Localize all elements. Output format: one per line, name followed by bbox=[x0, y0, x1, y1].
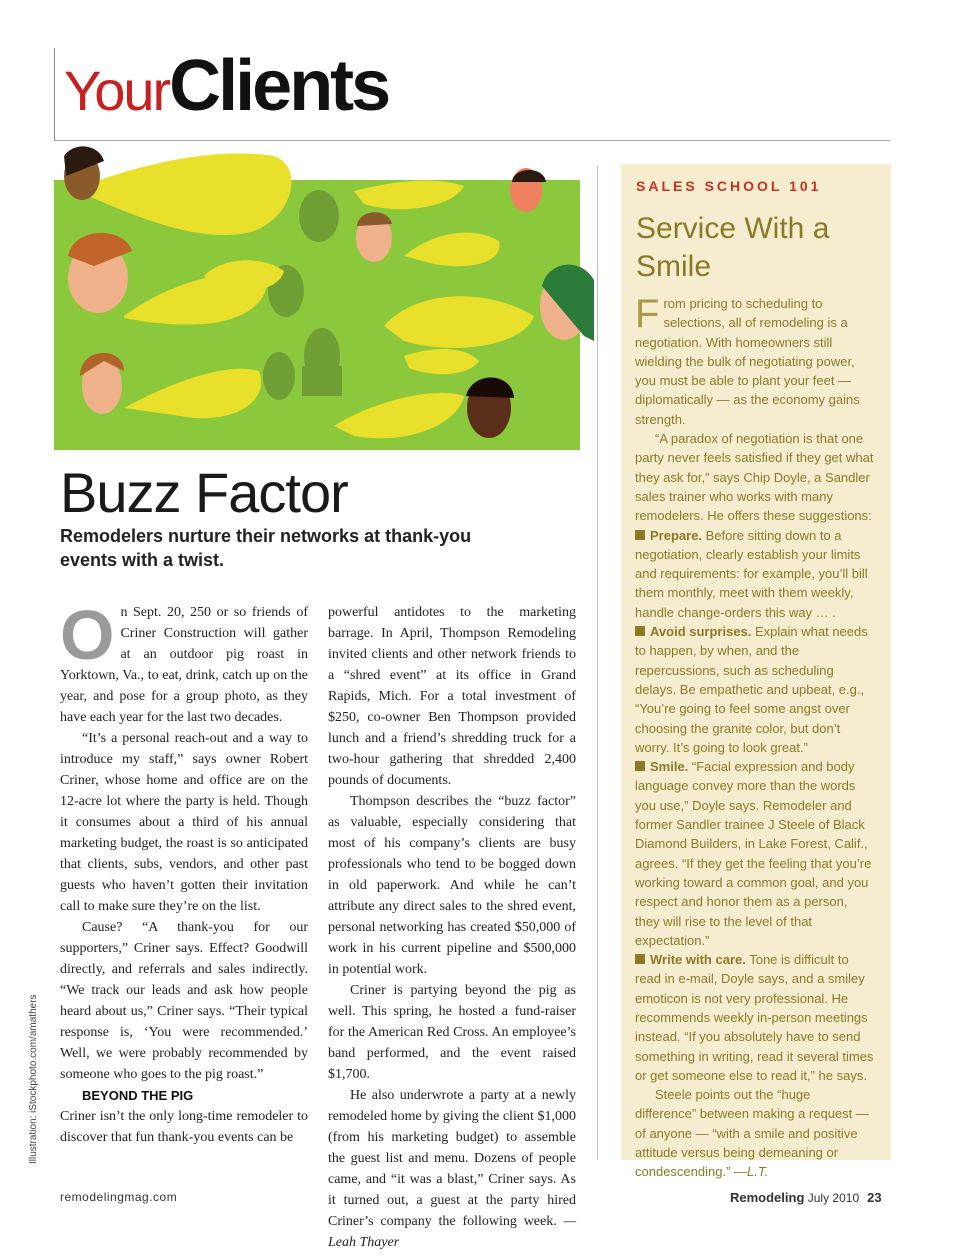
article-subhead: BEYOND THE PIG bbox=[82, 1088, 194, 1103]
sidebar-p1: rom pricing to scheduling to selections, all of remodeling is a negotiation. With homeowners still wielding the bulk of negotiating power, you must be able to plant your feet — diplomatically — as the economy gains strength. bbox=[635, 296, 860, 427]
sidebar-tip-lead: Avoid surprises. bbox=[650, 624, 752, 640]
article-col2-p3: Criner is partying beyond the pig as well. This spring, he hosted a fund-raiser for the American Red Cross. An employee’s band performed, and the event raised $1,700. bbox=[328, 983, 576, 1082]
article-deck: Remodelers nurture their networks at thank-you events with a twist. bbox=[60, 526, 472, 570]
bullet-icon bbox=[635, 530, 645, 540]
article-col2-p2: Thompson describes the “buzz factor” as valuable, especially considering that most of his company’s clients are busy professionals who tend to be bogged down in old paperwork. And while he can’t attribute any direct sales to the shred event, personal networking has created $50,000 of work in his current pipeline and $500,000 in potential work. bbox=[328, 794, 576, 977]
sidebar-signature: —L.T. bbox=[734, 1164, 769, 1180]
header-rule-vertical bbox=[54, 48, 55, 140]
sidebar-paragraph bbox=[635, 294, 875, 429]
section-title-clients: Clients bbox=[169, 46, 389, 126]
sidebar-tip-text: Tone is difficult to read in e-mail, Doyle says, and a smiley emoticon is not very professional. He recommends weekly in-person meetings instead. “If you absolutely have to send something in writing, read it several times or get someone else to read it,” he says. bbox=[635, 952, 874, 1083]
article-column-1 bbox=[60, 596, 308, 1148]
footer-magazine: Remodeling bbox=[730, 1190, 805, 1205]
sidebar-tip-lead: Write with care. bbox=[650, 952, 746, 968]
sidebar-p2: “A paradox of negotiation is that one party never feels satisfied if they get what they ask for,” says Chip Doyle, a Sandler sales trainer who works with many remodelers. He offers these suggestions: bbox=[635, 431, 874, 524]
article-paragraph bbox=[60, 596, 308, 728]
sidebar-p3: Steele points out the “huge difference” between making a request — of anyone — “with a smile and positive attitude versus being demeaning or condescending.” bbox=[635, 1087, 869, 1180]
bullet-icon bbox=[635, 626, 645, 636]
footer-folio bbox=[730, 1190, 882, 1205]
article-col2-p1: powerful antidotes to the marketing barrage. In April, Thompson Remodeling invited clients and other network friends to a “shred event” at its office in Grand Rapids, Mich. For a total investment of $250, co-owner Ben Thompson provided lunch and a friend’s shredding truck for a two-hour gathering that shredded 2,400 pounds of documents. bbox=[328, 605, 576, 788]
sidebar-body bbox=[635, 294, 875, 1182]
illustration-credit: Illustration: iStockphoto.com/amathers bbox=[28, 994, 39, 1164]
illustration bbox=[54, 146, 594, 450]
article-col2-p4-wrap bbox=[328, 1085, 576, 1253]
sidebar-tip-lead: Smile. bbox=[650, 759, 689, 775]
footer-page-number: 23 bbox=[867, 1190, 882, 1205]
column-divider bbox=[597, 166, 598, 1160]
sidebar-p3-wrap bbox=[635, 1085, 875, 1181]
sidebar-dropcap: F bbox=[635, 292, 660, 336]
article-col2-p4: He also underwrote a party at a newly remodeled home by giving the client $1,000 (from his marketing budget) to assemble the guest list and menu. Dozens of people came, and “it was a blast,” Criner says. As it turned out, a guest at the party hired Criner’s company the following week. bbox=[328, 1088, 576, 1229]
section-title bbox=[64, 46, 389, 126]
bullet-icon bbox=[635, 954, 645, 964]
sidebar-tip-text: Before sitting down to a negotiation, clearly establish your limits and requirements: for example, you’ll bill them monthly, meet with them weekly, handle change-orders this way … . bbox=[635, 527, 868, 620]
article-col1-p1: n Sept. 20, 250 or so friends of Criner Construction will gather at an outdoor pig roast in Yorktown, Va., to eat, drink, catch up on the year, and pose for a group photo, as they have each year for the last two decades. bbox=[60, 605, 308, 725]
footer-date: July 2010 bbox=[807, 1191, 860, 1205]
article-byline: —Leah Thayer bbox=[328, 1214, 577, 1250]
sidebar-tip-lead: Prepare. bbox=[650, 527, 703, 543]
sidebar-kicker: SALES SCHOOL 101 bbox=[636, 178, 822, 194]
sidebar-tip-text: Explain what needs to happen, by when, and the repercussions, such as scheduling delays. Be empathetic and upbeat, e.g., “You’re going to feel some angst over choosing the granite color, but don’t worry. It’s going to look great.” bbox=[635, 624, 868, 755]
sidebar-title: Service With a Smile bbox=[636, 212, 830, 283]
sidebar-tip bbox=[635, 622, 875, 757]
article-headline: Buzz Factor bbox=[60, 461, 348, 524]
article-column-2 bbox=[328, 602, 576, 1253]
section-title-your: Your bbox=[64, 59, 170, 122]
article-dropcap: O bbox=[60, 596, 115, 674]
sidebar-tip bbox=[635, 526, 875, 622]
sidebar-tip bbox=[635, 950, 875, 1085]
sidebar-tip bbox=[635, 757, 875, 950]
sidebar-tip-text: “Facial expression and body language convey more than the words you use,” Doyle says. Remodeler and former Sandler trainee J Steele of Black Diamond Builders, in Lake Forest, Calif., agrees. “If they get the feeling that you’re working toward a common goal, and you respect and honor them as a person, they will rise to the level of that expectation.” bbox=[635, 759, 872, 948]
article-col1-p2: “It’s a personal reach-out and a way to introduce my staff,” says owner Robert Criner, whose home and office are on the 12-acre lot where the party is held. Though it consumes about a third of his annual marketing budget, the roast is so anticipated that clients, subs, vendors, and other past guests who haven’t gotten their invitation call to make sure they’re on the list. bbox=[60, 731, 308, 914]
bullet-icon bbox=[635, 761, 645, 771]
header-rule-horizontal bbox=[54, 140, 890, 141]
footer-website: remodelingmag.com bbox=[60, 1190, 178, 1204]
article-col1-p3: Cause? “A thank-you for our supporters,” Criner says. Effect? Goodwill directly, and referrals and sales indirectly. “We track our leads and ask how people heard about us,” Criner says. “Their typical response is, ‘You were recommended.’ Well, we were probably recommended by someone who goes to the pig roast.” bbox=[60, 920, 308, 1082]
article-col1-p4: Criner isn’t the only long-time remodeler to discover that fun thank-you events can be bbox=[60, 1109, 308, 1145]
